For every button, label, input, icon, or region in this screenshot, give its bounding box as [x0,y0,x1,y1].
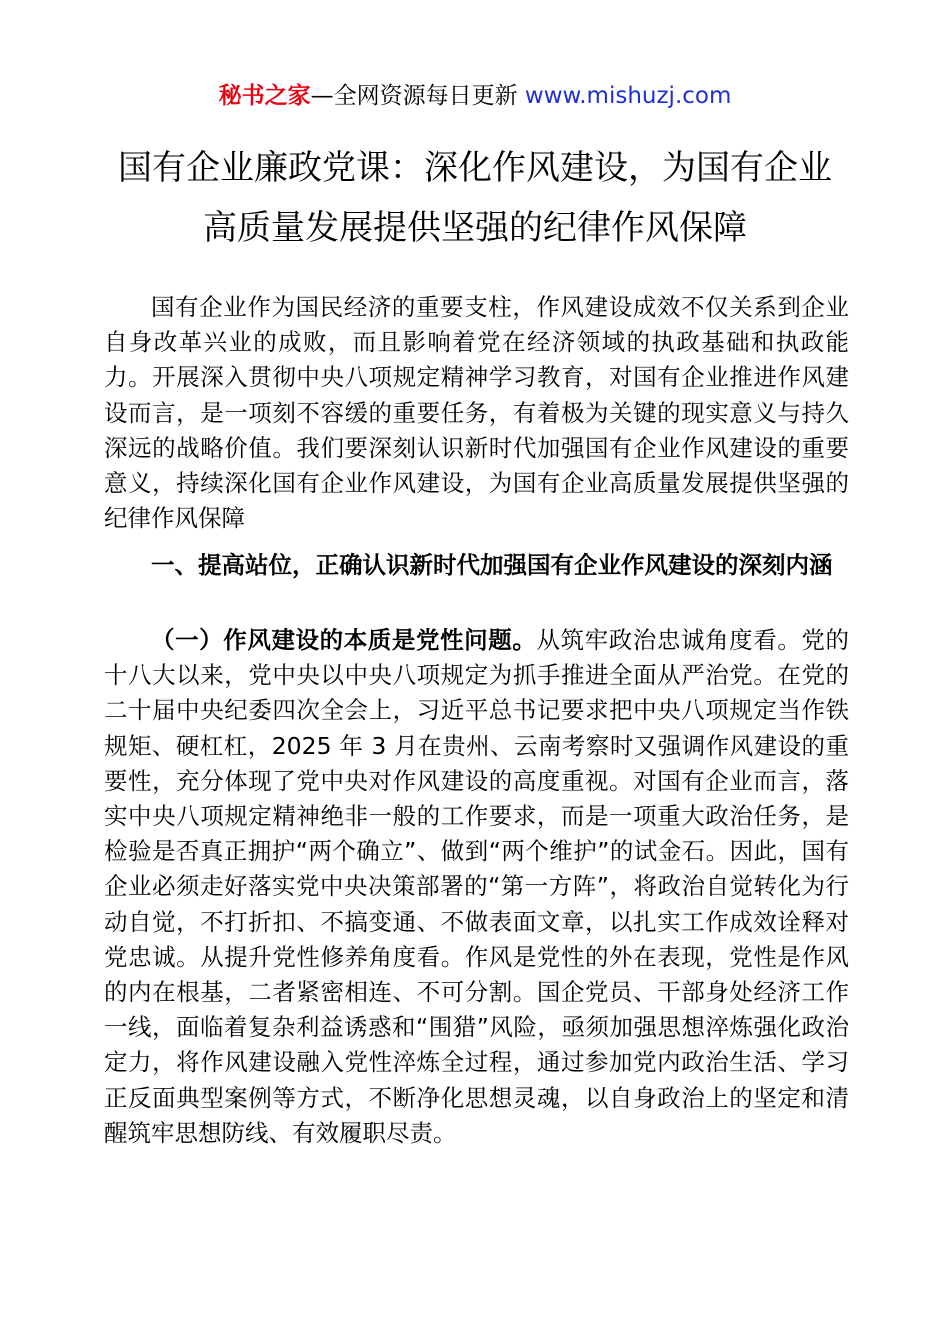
document-title [60,138,890,258]
title-line-2: 高质量发展提供坚强的纪律作风保障 [203,208,747,248]
intro-paragraph: 国有企业作为国民经济的重要支柱，作风建设成效不仅关系到企业自身改革兴业的成败，而且影响着党在经济领域的执政基础和执政能力。开展深入贯彻中央八项规定精神学习教育，对国有企业推进作风建设而言，是一项刻不容缓的重要任务，有着极为关键的现实意义与持久深远的战略价值。我们要深刻认识新时代加强国有企业作风建设的重要意义，持续深化国有企业作风建设，为国有企业高质量发展提供坚强的纪律作风保障 [104,293,849,533]
title-line-1: 国有企业廉政党课：深化作风建设，为国有企业 [118,148,832,188]
subsection-1-lead: （一）作风建设的本质是党性问题。 [151,626,537,654]
subsection-1-body: 从筑牢政治忠诚角度看。党的十八大以来，党中央以中央八项规定为抓手推进全面从严治党。在党的二十届中央纪委四次全会上，习近平总书记要求把中央八项规定当作铁规矩、硬杠杠，2025 年 3 月在贵州、云南考察时又强调作风建设的重要性，充分体现了党中央对作风建设的高度重视。对国有企业而言，落实中央八项规定精神绝非一般的工作要求，而是一项重大政治任务，是检验是否真正拥护“两个确立”、做到“两个维护”的试金石。因此，国有企业必须走好落实党中央决策部署的“第一方阵”，将政治自觉转化为行动自觉，不打折扣、不搞变通、不做表面文章，以扎实工作成效诠释对党忠诚。从提升党性修养角度看。作风是党性的外在表现，党性是作风的内在根基，二者紧密相连、不可分割。国企党员、干部身处经济工作一线，面临着复杂利益诱惑和“围猎”风险，亟须加强思想淬炼强化政治定力，将作风建设融入党性淬炼全过程，通过参加党内政治生活、学习正反面典型案例等方式，不断净化思想灵魂，以自身政治上的坚定和清醒筑牢思想防线、有效履职尽责。 [104,626,850,1147]
header-tagline: —全网资源每日更新 [310,83,518,109]
subsection-1-paragraph [104,623,849,1151]
section-1-heading: 一、提高站位，正确认识新时代加强国有企业作风建设的深刻内涵 [151,551,833,579]
site-url-link[interactable]: www.mishuzj.com [524,83,732,109]
site-header [0,79,950,113]
brand-name: 秘书之家 [218,83,311,109]
